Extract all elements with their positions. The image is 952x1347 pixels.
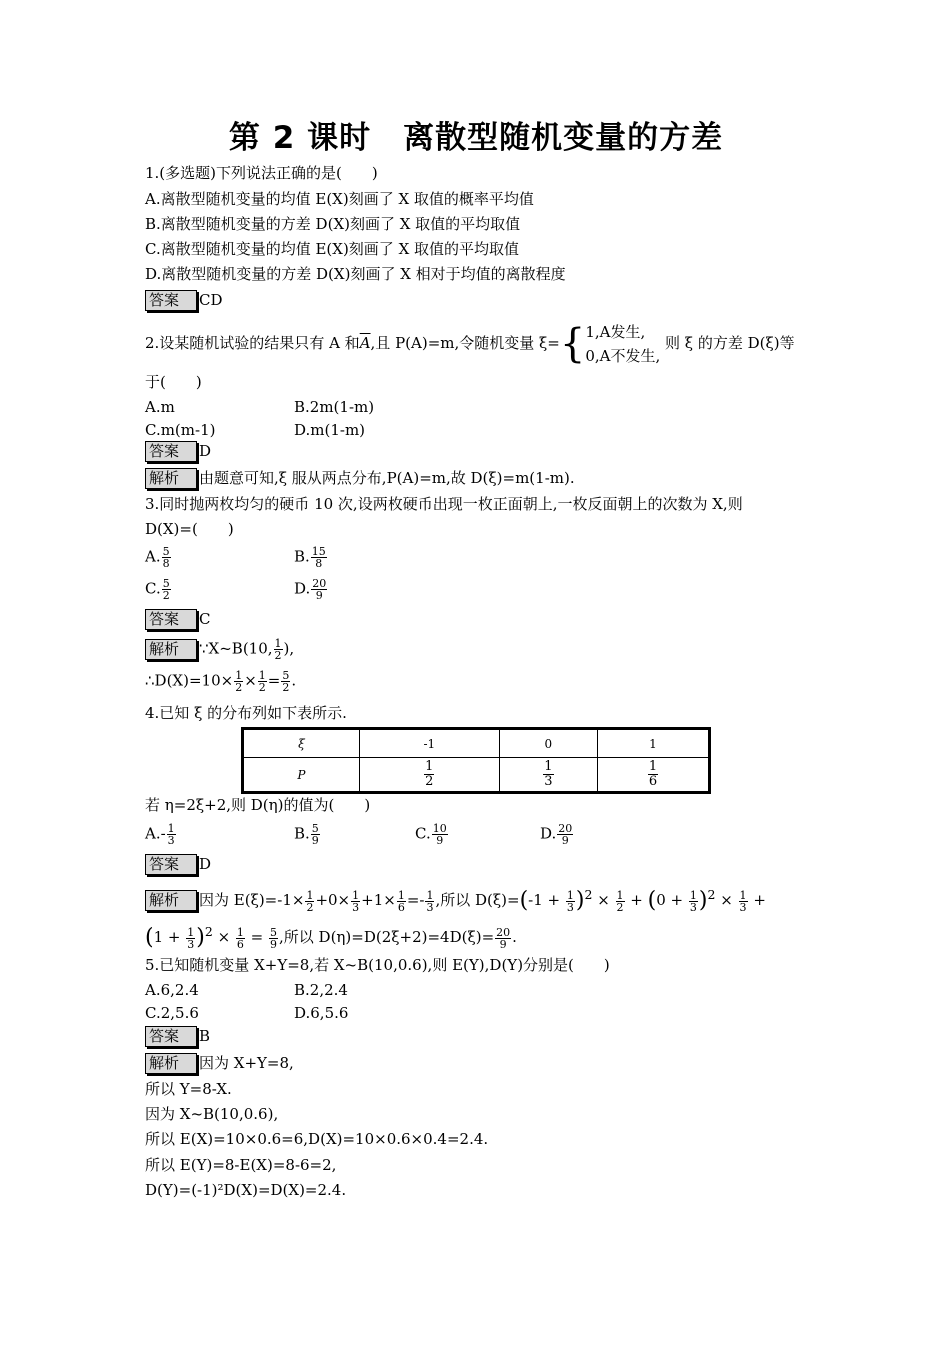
analysis-tag: 解析 bbox=[145, 890, 197, 911]
distribution-table bbox=[241, 727, 711, 794]
q5-analysis-line: 所以 Y=8-X. bbox=[145, 1080, 232, 1098]
q1-option-b: B.离散型随机变量的方差 D(X)刻画了 X 取值的平均取值 bbox=[145, 215, 521, 233]
piecewise-cases: 1,A发生, 0,A不发生, bbox=[585, 323, 661, 365]
page-title: 第 2 课时 离散型随机变量的方差 bbox=[228, 120, 724, 156]
q1-option-d: D.离散型随机变量的方差 D(X)刻画了 X 相对于均值的离散程度 bbox=[145, 265, 566, 283]
q5-analysis-line: 所以 E(X)=10×0.6=6,D(X)=10×0.6×0.4=2.4. bbox=[145, 1130, 489, 1148]
q2-stem: 2.设某随机试验的结果只有 A 和$\overline{A}$,且 P(A)=m,令随机变量 ξ={ 1,A发生, 0,A不发生, 则 ξ 的方差 D(ξ)等 bbox=[145, 321, 795, 367]
q4-option-c: C. $\frac{10}{9}$ bbox=[415, 822, 447, 847]
table-row: ξ -1 0 1 bbox=[243, 729, 710, 758]
q5-option-c: C.2,5.6 bbox=[145, 1004, 199, 1022]
analysis-tag: 解析 bbox=[145, 468, 197, 489]
q4-answer-row bbox=[145, 854, 211, 875]
q4-stem: 4.已知 ξ 的分布列如下表所示. bbox=[145, 704, 347, 722]
answer-tag: 答案 bbox=[145, 441, 197, 462]
q2-option-d: D.m(1-m) bbox=[294, 421, 366, 439]
q3-option-c: C. $\frac{5}{2}$ bbox=[145, 577, 170, 602]
q4-analysis-row: 解析 因为 E(ξ)=-1× $\frac{1}{2}$ +0× $\frac{1}{3}$ +1× $\frac{1}{6}$ =- $\frac{1}{3}$ ,所以 D(ξ)=(-1 + $\frac{1}{3}$ )$^2$ × $\frac{1}{2}$ + (0 + $\frac{1}{3}$ )$^2$ × $\frac{1}{3}$ + bbox=[145, 885, 766, 913]
q1-option-a: A.离散型随机变量的均值 E(X)刻画了 X 取值的概率平均值 bbox=[145, 190, 534, 208]
answer-tag: 答案 bbox=[145, 854, 197, 875]
q3-option-d: D. $\frac{20}{9}$ bbox=[294, 577, 327, 602]
q4-answer: D bbox=[199, 855, 212, 873]
answer-tag: 答案 bbox=[145, 290, 197, 311]
q5-analysis-row: 解析 因为 X+Y=8, bbox=[145, 1053, 294, 1074]
q4-analysis-line2: (1 + $\frac{1}{3}$ )$^2$ × $\frac{1}{6}$ = $\frac{5}{9}$ ,所以 D(η)=D(2ξ+2)=4D(ξ)= $\frac{20}{9}$ . bbox=[145, 924, 517, 951]
q3-option-b: B. $\frac{15}{8}$ bbox=[294, 545, 326, 570]
q2-analysis: 由题意可知,ξ 服从两点分布,P(A)=m,故 D(ξ)=m(1-m). bbox=[199, 469, 575, 487]
answer-tag: 答案 bbox=[145, 1026, 197, 1047]
analysis-tag: 解析 bbox=[145, 1053, 197, 1074]
q1-option-c: C.离散型随机变量的均值 E(X)刻画了 X 取值的平均取值 bbox=[145, 240, 520, 258]
q3-stem-cont: D(X)=( ) bbox=[145, 520, 234, 538]
q5-option-b: B.2,2.4 bbox=[294, 981, 348, 999]
q2-answer: D bbox=[199, 442, 212, 460]
q3-answer-row bbox=[145, 609, 210, 630]
analysis-tag: 解析 bbox=[145, 639, 197, 660]
q1-answer-row bbox=[145, 290, 223, 311]
q2-answer-row bbox=[145, 441, 211, 462]
q5-analysis-line: 所以 E(Y)=8-E(X)=8-6=2, bbox=[145, 1156, 337, 1174]
table-row: P $\frac{1}{2}$ $\frac{1}{3}$ $\frac{1}{6}$ bbox=[243, 758, 710, 793]
answer-tag: 答案 bbox=[145, 609, 197, 630]
q5-analysis-line: 因为 X~B(10,0.6), bbox=[145, 1105, 279, 1123]
q4-option-b: B. $\frac{5}{9}$ bbox=[294, 822, 319, 847]
q5-option-d: D.6,5.6 bbox=[294, 1004, 349, 1022]
q4-option-a: A.- $\frac{1}{3}$ bbox=[145, 822, 175, 847]
q4-stem-cont: 若 η=2ξ+2,则 D(η)的值为( ) bbox=[145, 796, 371, 814]
q3-analysis-line2: ∴D(X)=10× $\frac{1}{2}$ × $\frac{1}{2}$ = $\frac{5}{2}$ . bbox=[145, 669, 297, 694]
q2-analysis-row bbox=[145, 468, 575, 489]
q5-option-a: A.6,2.4 bbox=[145, 981, 199, 999]
brace-symbol: { bbox=[559, 321, 586, 367]
q1-stem: 1.(多选题)下列说法正确的是( ) bbox=[145, 164, 378, 182]
q2-option-a: A.m bbox=[145, 398, 175, 416]
q2-option-b: B.2m(1-m) bbox=[294, 398, 375, 416]
q3-analysis-row: 解析 ∵X~B(10, $\frac{1}{2}$ ), bbox=[145, 638, 294, 661]
q5-answer: B bbox=[199, 1027, 211, 1045]
q3-option-a: A. $\frac{5}{8}$ bbox=[145, 545, 170, 570]
q3-answer: C bbox=[199, 610, 211, 628]
a-bar: $\overline{A}$ bbox=[359, 334, 371, 352]
q2-stem-cont: 于( ) bbox=[145, 373, 202, 391]
q5-stem: 5.已知随机变量 X+Y=8,若 X~B(10,0.6),则 E(Y),D(Y)分别是( ) bbox=[145, 956, 610, 974]
q5-analysis-line: D(Y)=(-1)²D(X)=D(X)=2.4. bbox=[145, 1181, 347, 1199]
q1-answer: CD bbox=[199, 291, 223, 309]
q3-stem: 3.同时抛两枚均匀的硬币 10 次,设两枚硬币出现一枚正面朝上,一枚反面朝上的次数为 X,则 bbox=[145, 495, 743, 513]
q5-answer-row bbox=[145, 1026, 210, 1047]
q4-option-d: D. $\frac{20}{9}$ bbox=[540, 822, 573, 847]
q2-option-c: C.m(m-1) bbox=[145, 421, 216, 439]
